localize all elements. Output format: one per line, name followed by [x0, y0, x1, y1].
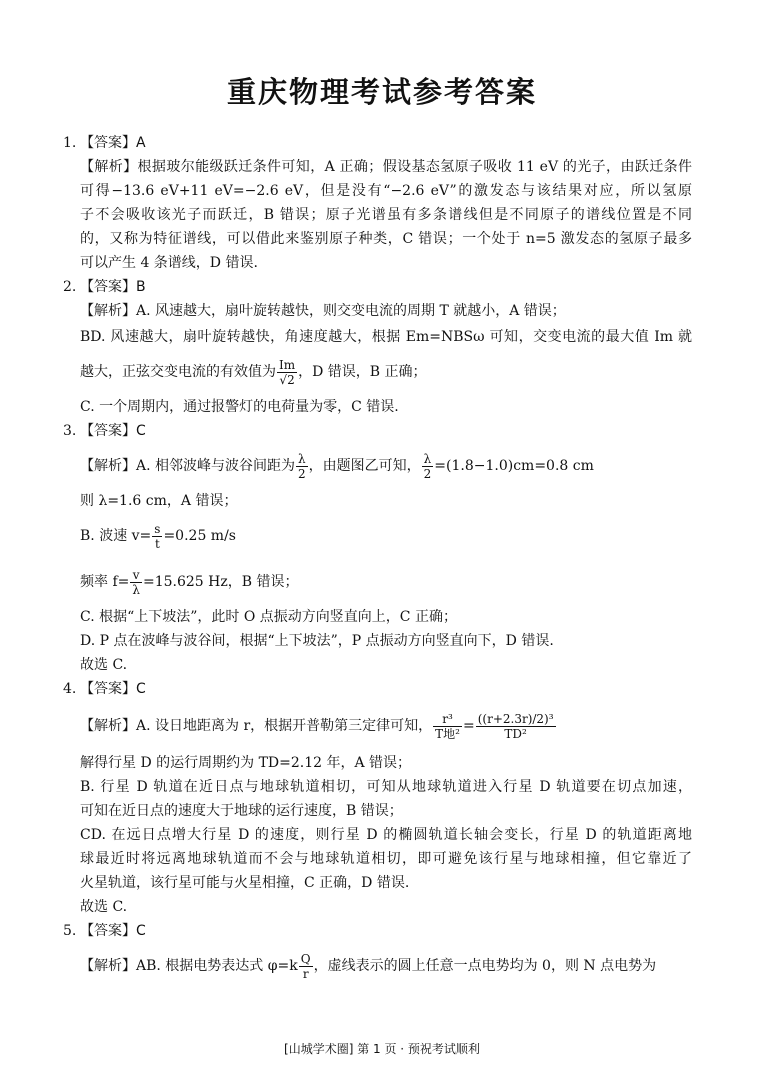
q3-analysis-line-4: [80, 559, 692, 605]
fraction-denominator: t: [154, 536, 160, 551]
fraction-numerator: Q: [300, 951, 311, 966]
answer-content: [63, 131, 692, 989]
q3-line4-text: 频率 f=: [80, 574, 130, 590]
q4-analysis-line-8: 故选 C.: [80, 899, 128, 915]
q3-line1-tail: =(1.8−1.0)cm=0.8 cm: [434, 458, 594, 474]
q4-analysis-line-1: [80, 701, 692, 751]
q2-fraction-denominator: √2: [279, 372, 295, 387]
q3-line3-text: B. 波速 v=: [80, 528, 152, 544]
q3-line1-text: 【解析】A. 相邻波峰与波谷间距为: [80, 458, 296, 474]
q4-answer: 【答案】C: [80, 681, 146, 697]
q1-answer-line: [63, 131, 692, 155]
fraction-numerator: r³: [433, 712, 462, 727]
q4-kepler-left-fraction: [433, 712, 462, 741]
q2-answer: 【答案】B: [80, 279, 146, 295]
q5-answer-line: [63, 919, 692, 943]
q1-answer: 【答案】A: [80, 135, 146, 151]
fraction-denominator: 2: [298, 466, 306, 481]
q3-velocity-fraction: [152, 522, 162, 551]
q1-analysis-line-3: 子不会吸收该光子而跃迁，B 错误；原子光谱虽有多条谱线但是不同原子的谱线位置是不同: [80, 207, 692, 223]
q2-answer-line: [63, 275, 692, 299]
q4-analysis-line-4: 可知在近日点的速度大于地球的运行速度，B 错误；: [80, 803, 403, 819]
q3-half-wavelength-fraction: [296, 452, 308, 481]
fraction-numerator: v: [130, 568, 142, 583]
q3-frequency-fraction: [130, 568, 142, 597]
q3-analysis-line-5: C. 根据“上下坡法”，此时 O 点振动方向竖直向上，C 正确；: [80, 609, 457, 625]
q4-number: 4.: [63, 681, 77, 697]
q3-analysis-line-3: [80, 513, 692, 559]
q3-analysis-line-7: 故选 C.: [80, 657, 128, 673]
q5-line1-tail: ，虚线表示的圆上任意一点电势均为 0，则 N 点电势为: [313, 958, 657, 974]
q3-line4-tail: =15.625 Hz，B 错误；: [142, 574, 299, 590]
q3-analysis-line-1: [80, 443, 692, 489]
q3-half-wavelength-fraction-2: [422, 452, 434, 481]
q5-answer: 【答案】C: [80, 923, 146, 939]
q1-analysis-line-4: 的，又称为特征谱线，可以借此来鉴别原子种类，C 错误；一个处于 n=5 激发态的氢原子最多: [80, 231, 692, 247]
q1-analysis-line-5: 可以产生 4 条谱线，D 错误.: [80, 255, 258, 271]
fraction-denominator: TD²: [504, 726, 527, 741]
fraction-numerator: λ: [422, 452, 434, 467]
q2-fraction-numerator: Im: [279, 357, 296, 372]
fraction-numerator: s: [154, 521, 161, 536]
q5-analysis-line-1: [80, 943, 692, 989]
fraction-denominator: r: [302, 966, 309, 981]
q2-line3-tail: ，D 错误，B 正确；: [298, 364, 427, 380]
q4-analysis-line-3: B. 行星 D 轨道在近日点与地球轨道相切，可知从地球轨道进入行星 D 轨道要在切点加速，: [80, 779, 692, 795]
q3-analysis-line-6: D. P 点在波峰与波谷间，根据“上下坡法”，P 点振动方向竖直向下，D 错误.: [80, 633, 554, 649]
q2-effective-value-fraction: [277, 358, 297, 387]
q4-equals: =: [462, 718, 475, 734]
q4-answer-line: [63, 677, 692, 701]
q5-line1-text: 【解析】AB. 根据电势表达式 φ=k: [80, 958, 298, 974]
q2-line3-text: 越大，正弦交变电流的有效值为: [80, 364, 276, 380]
q2-analysis-line-1: 【解析】A. 风速越大，扇叶旋转越快，则交变电流的周期 T 就越小，A 错误；: [80, 303, 566, 319]
q1-number: 1.: [63, 135, 77, 151]
fraction-denominator: 2: [423, 466, 432, 481]
q4-kepler-right-fraction: [476, 712, 556, 741]
q4-analysis-line-6: 球最近时将远离地球轨道而不会与地球轨道相切，即可避免该行星与地球相撞，但它靠近了: [80, 851, 692, 867]
q2-analysis-line-4: C. 一个周期内，通过报警灯的电荷量为零，C 错误.: [80, 399, 399, 415]
q5-potential-fraction: [299, 952, 313, 981]
q2-number: 2.: [63, 279, 77, 295]
q1-analysis-line-2: 可得−13.6 eV+11 eV=−2.6 eV，但是没有“−2.6 eV”的激发态与该结果对应，所以氢原: [80, 183, 692, 199]
q3-line1-mid: ，由题图乙可知，: [308, 458, 421, 474]
fraction-numerator: ((r+2.3r)/2)³: [477, 711, 554, 726]
q3-number: 3.: [63, 423, 77, 439]
q3-answer: 【答案】C: [80, 423, 146, 439]
q5-number: 5.: [63, 923, 77, 939]
fraction-numerator: λ: [296, 452, 308, 467]
fraction-denominator: T地²: [435, 726, 460, 741]
page-footer: [山城学术圈] 第 1 页 · 预祝考试顺利: [284, 1042, 480, 1056]
q3-line3-tail: =0.25 m/s: [163, 528, 236, 544]
q2-analysis-line-2: BD. 风速越大，扇叶旋转越快，角速度越大，根据 Em=NBSω 可知，交变电流的最大值 Im 就: [80, 329, 692, 345]
q3-answer-line: [63, 419, 692, 443]
q1-analysis-line-1: 【解析】根据玻尔能级跃迁条件可知，A 正确；假设基态氢原子吸收 11 eV 的光子，由跃迁条件: [80, 159, 692, 175]
q3-analysis-line-2: 则 λ=1.6 cm，A 错误；: [80, 493, 238, 509]
q4-analysis-line-7: 火星轨道，该行星可能与火星相撞，C 正确，D 错误.: [80, 875, 410, 891]
q2-analysis-line-3: [80, 349, 692, 395]
q4-analysis-line-5: CD. 在远日点增大行星 D 的速度，则行星 D 的椭圆轨道长轴会变长，行星 D 的轨道距离地: [80, 827, 692, 843]
page-title: 重庆物理考试参考答案: [226, 75, 537, 109]
fraction-denominator: λ: [132, 582, 140, 597]
q4-line1-text: 【解析】A. 设日地距离为 r，根据开普勒第三定律可知，: [80, 718, 433, 734]
q4-analysis-line-2: 解得行星 D 的运行周期约为 TD=2.12 年，A 错误；: [80, 755, 412, 771]
